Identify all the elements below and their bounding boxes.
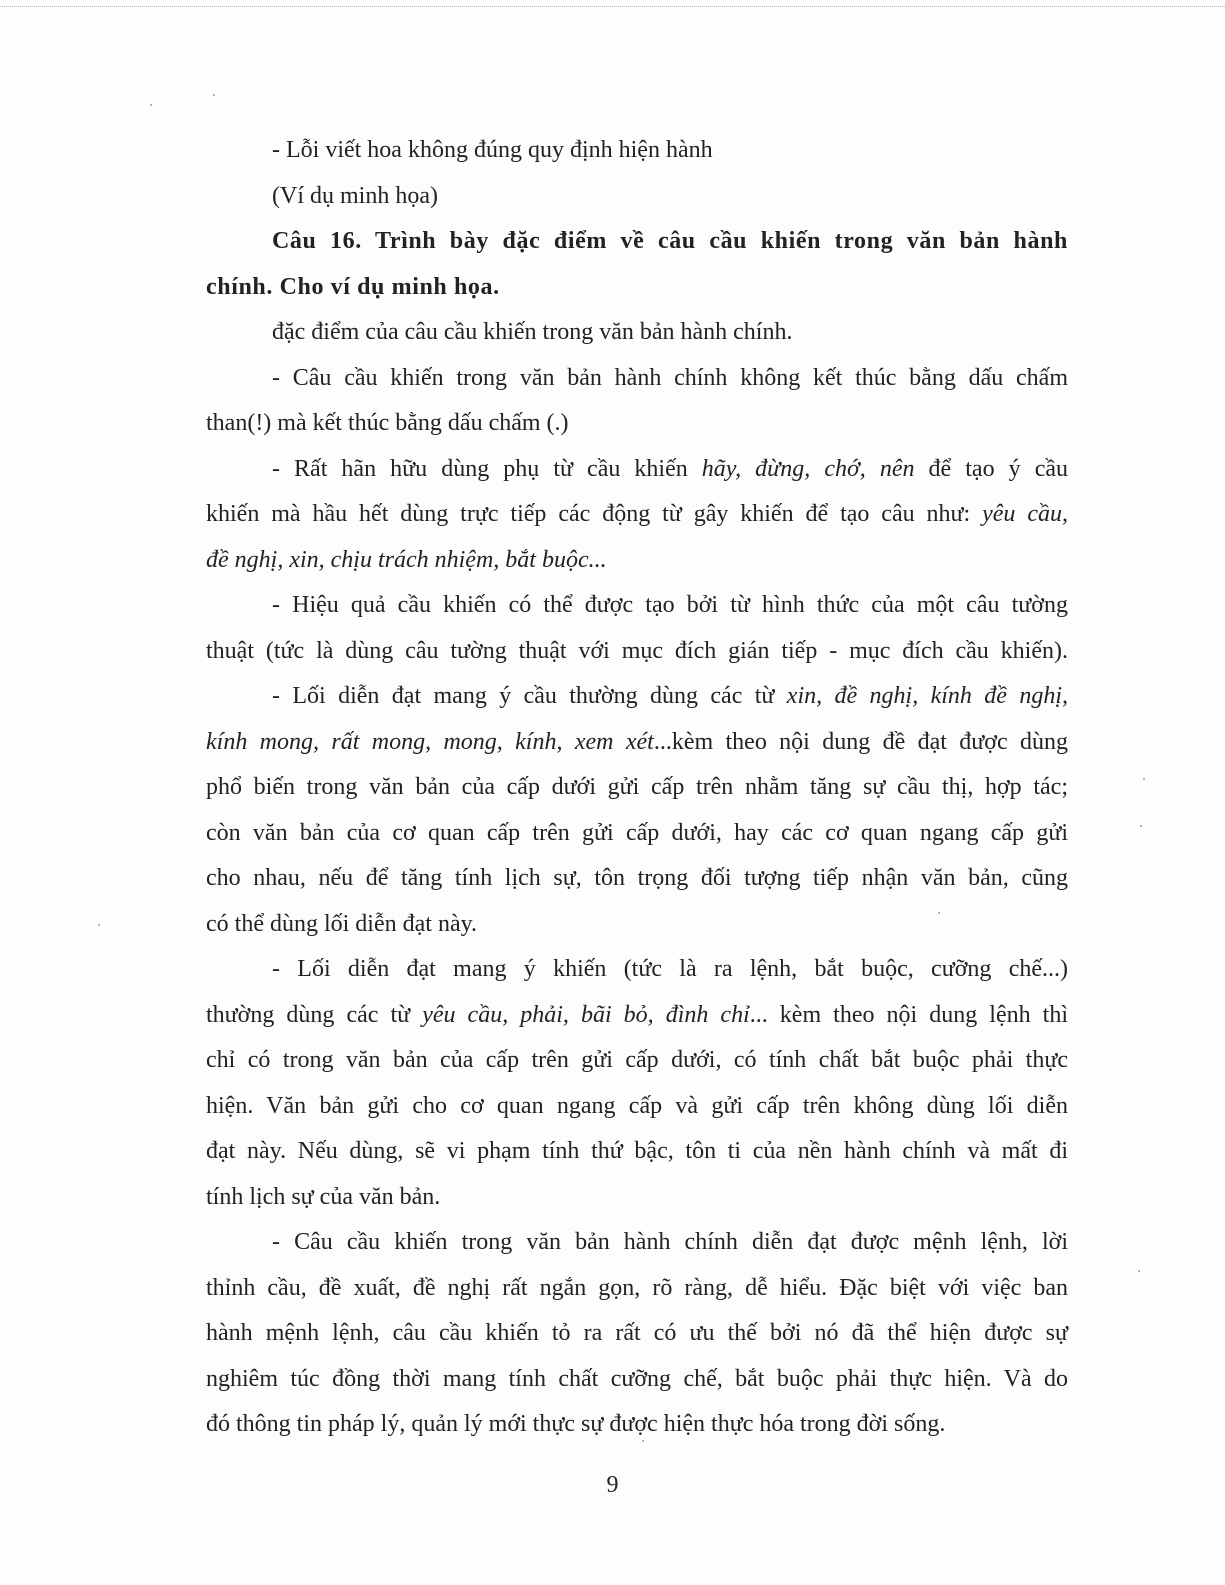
text-line: đạt này. Nếu dùng, sẽ vi phạm tính thứ bậc, tôn ti của nền hành chính và mất đi	[206, 1138, 1068, 1164]
text-line: - Lối diễn đạt mang ý khiến (tức là ra lệnh, bắt buộc, cưỡng chế...)	[272, 956, 1068, 982]
text-line: đặc điểm của câu cầu khiến trong văn bản hành chính.	[272, 319, 793, 345]
text-line	[206, 447, 1068, 493]
text-line	[206, 492, 1068, 538]
text-line: (Ví dụ minh họa)	[272, 182, 438, 209]
italic-run: xin, đề nghị, kính đề nghị,	[786, 683, 1068, 709]
question-heading: Câu 16. Trình bày đặc điểm về câu cầu khiến trong văn bản hành	[272, 228, 1068, 254]
text-line: hiện. Văn bản gửi cho cơ quan ngang cấp và gửi cấp trên không dùng lối diễn	[206, 1092, 1068, 1119]
text-run: - Rất hãn hữu dùng phụ từ cầu khiến	[272, 455, 702, 482]
text-line: phổ biến trong văn bản của cấp dưới gửi cấp trên nhằm tăng sự cầu thị, hợp tác;	[206, 774, 1068, 800]
scan-speck	[642, 1440, 644, 1442]
text-line: chỉ có trong văn bản của cấp trên gửi cấp dưới, có tính chất bắt buộc phải thực	[206, 1047, 1068, 1073]
scan-speck	[1143, 778, 1145, 780]
text-line: - Câu cầu khiến trong văn bản hành chính diễn đạt được mệnh lệnh, lời	[272, 1229, 1068, 1255]
question-heading-continued: chính. Cho ví dụ minh họa.	[206, 273, 500, 300]
text-run: thường dùng các từ	[206, 1001, 423, 1028]
text-line: - Hiệu quả cầu khiến có thể được tạo bởi từ hình thức của một câu tường	[272, 592, 1068, 618]
scan-speck	[213, 94, 215, 96]
italic-run: hãy, đừng, chớ, nên	[701, 455, 915, 482]
text-line: thỉnh cầu, đề xuất, đề nghị rất ngắn gọn, rõ ràng, dễ hiểu. Đặc biệt với việc ban	[206, 1274, 1068, 1301]
text-line: hành mệnh lệnh, câu cầu khiến tỏ ra rất có ưu thế bởi nó đã thể hiện được sự	[206, 1320, 1068, 1346]
text-run: để tạo ý cầu	[914, 455, 1069, 482]
text-line: còn văn bản của cơ quan cấp trên gửi cấp dưới, hay các cơ quan ngang cấp gửi	[206, 819, 1068, 846]
page-body	[206, 128, 1068, 1448]
scan-speck	[1138, 1270, 1140, 1272]
italic-run: kính mong, rất mong, mong, kính, xem xét	[206, 728, 654, 755]
text-line: có thể dùng lối diễn đạt này.	[206, 910, 478, 937]
text-line: đó thông tin pháp lý, quản lý mới thực sự được hiện thực hóa trong đời sống.	[206, 1411, 946, 1437]
italic-run: yêu cầu, phải, bãi bỏ, đình chỉ	[422, 1001, 750, 1028]
text-line	[206, 538, 1068, 584]
scan-speck	[1140, 825, 1142, 827]
text-line: tính lịch sự của văn bản.	[206, 1183, 441, 1210]
text-line	[206, 720, 1068, 766]
page-number: 9	[606, 1472, 619, 1498]
scan-speck	[98, 924, 100, 926]
scan-speck	[150, 104, 152, 106]
text-line: - Câu cầu khiến trong văn bản hành chính không kết thúc bằng dấu chấm	[272, 364, 1068, 391]
scan-speck	[938, 912, 940, 914]
text-line: than(!) mà kết thúc bằng dấu chấm (.)	[206, 410, 569, 436]
text-line: - Lỗi viết hoa không đúng quy định hiện hành	[272, 137, 713, 163]
scan-edge-top	[0, 0, 1225, 7]
text-run: ... kèm theo nội dung lệnh thì	[749, 1001, 1068, 1028]
italic-run: đề nghị, xin, chịu trách nhiệm, bắt buộc...	[206, 546, 607, 573]
italic-run: yêu cầu,	[982, 501, 1068, 527]
text-line: cho nhau, nếu để tăng tính lịch sự, tôn trọng đối tượng tiếp nhận văn bản, cũng	[206, 865, 1068, 891]
text-line	[206, 674, 1068, 720]
text-run: khiến mà hầu hết dùng trực tiếp các động từ gây khiến để tạo câu như:	[206, 501, 983, 527]
text-run: ...kèm theo nội dung đề đạt được dùng	[653, 728, 1068, 755]
text-line	[206, 993, 1068, 1039]
text-line: nghiêm túc đồng thời mang tính chất cưỡng chế, bắt buộc phải thực hiện. Và do	[206, 1365, 1068, 1392]
text-line: thuật (tức là dùng câu tường thuật với mục đích gián tiếp - mục đích cầu khiến).	[206, 637, 1068, 664]
text-run: - Lối diễn đạt mang ý cầu thường dùng các từ	[272, 683, 787, 709]
